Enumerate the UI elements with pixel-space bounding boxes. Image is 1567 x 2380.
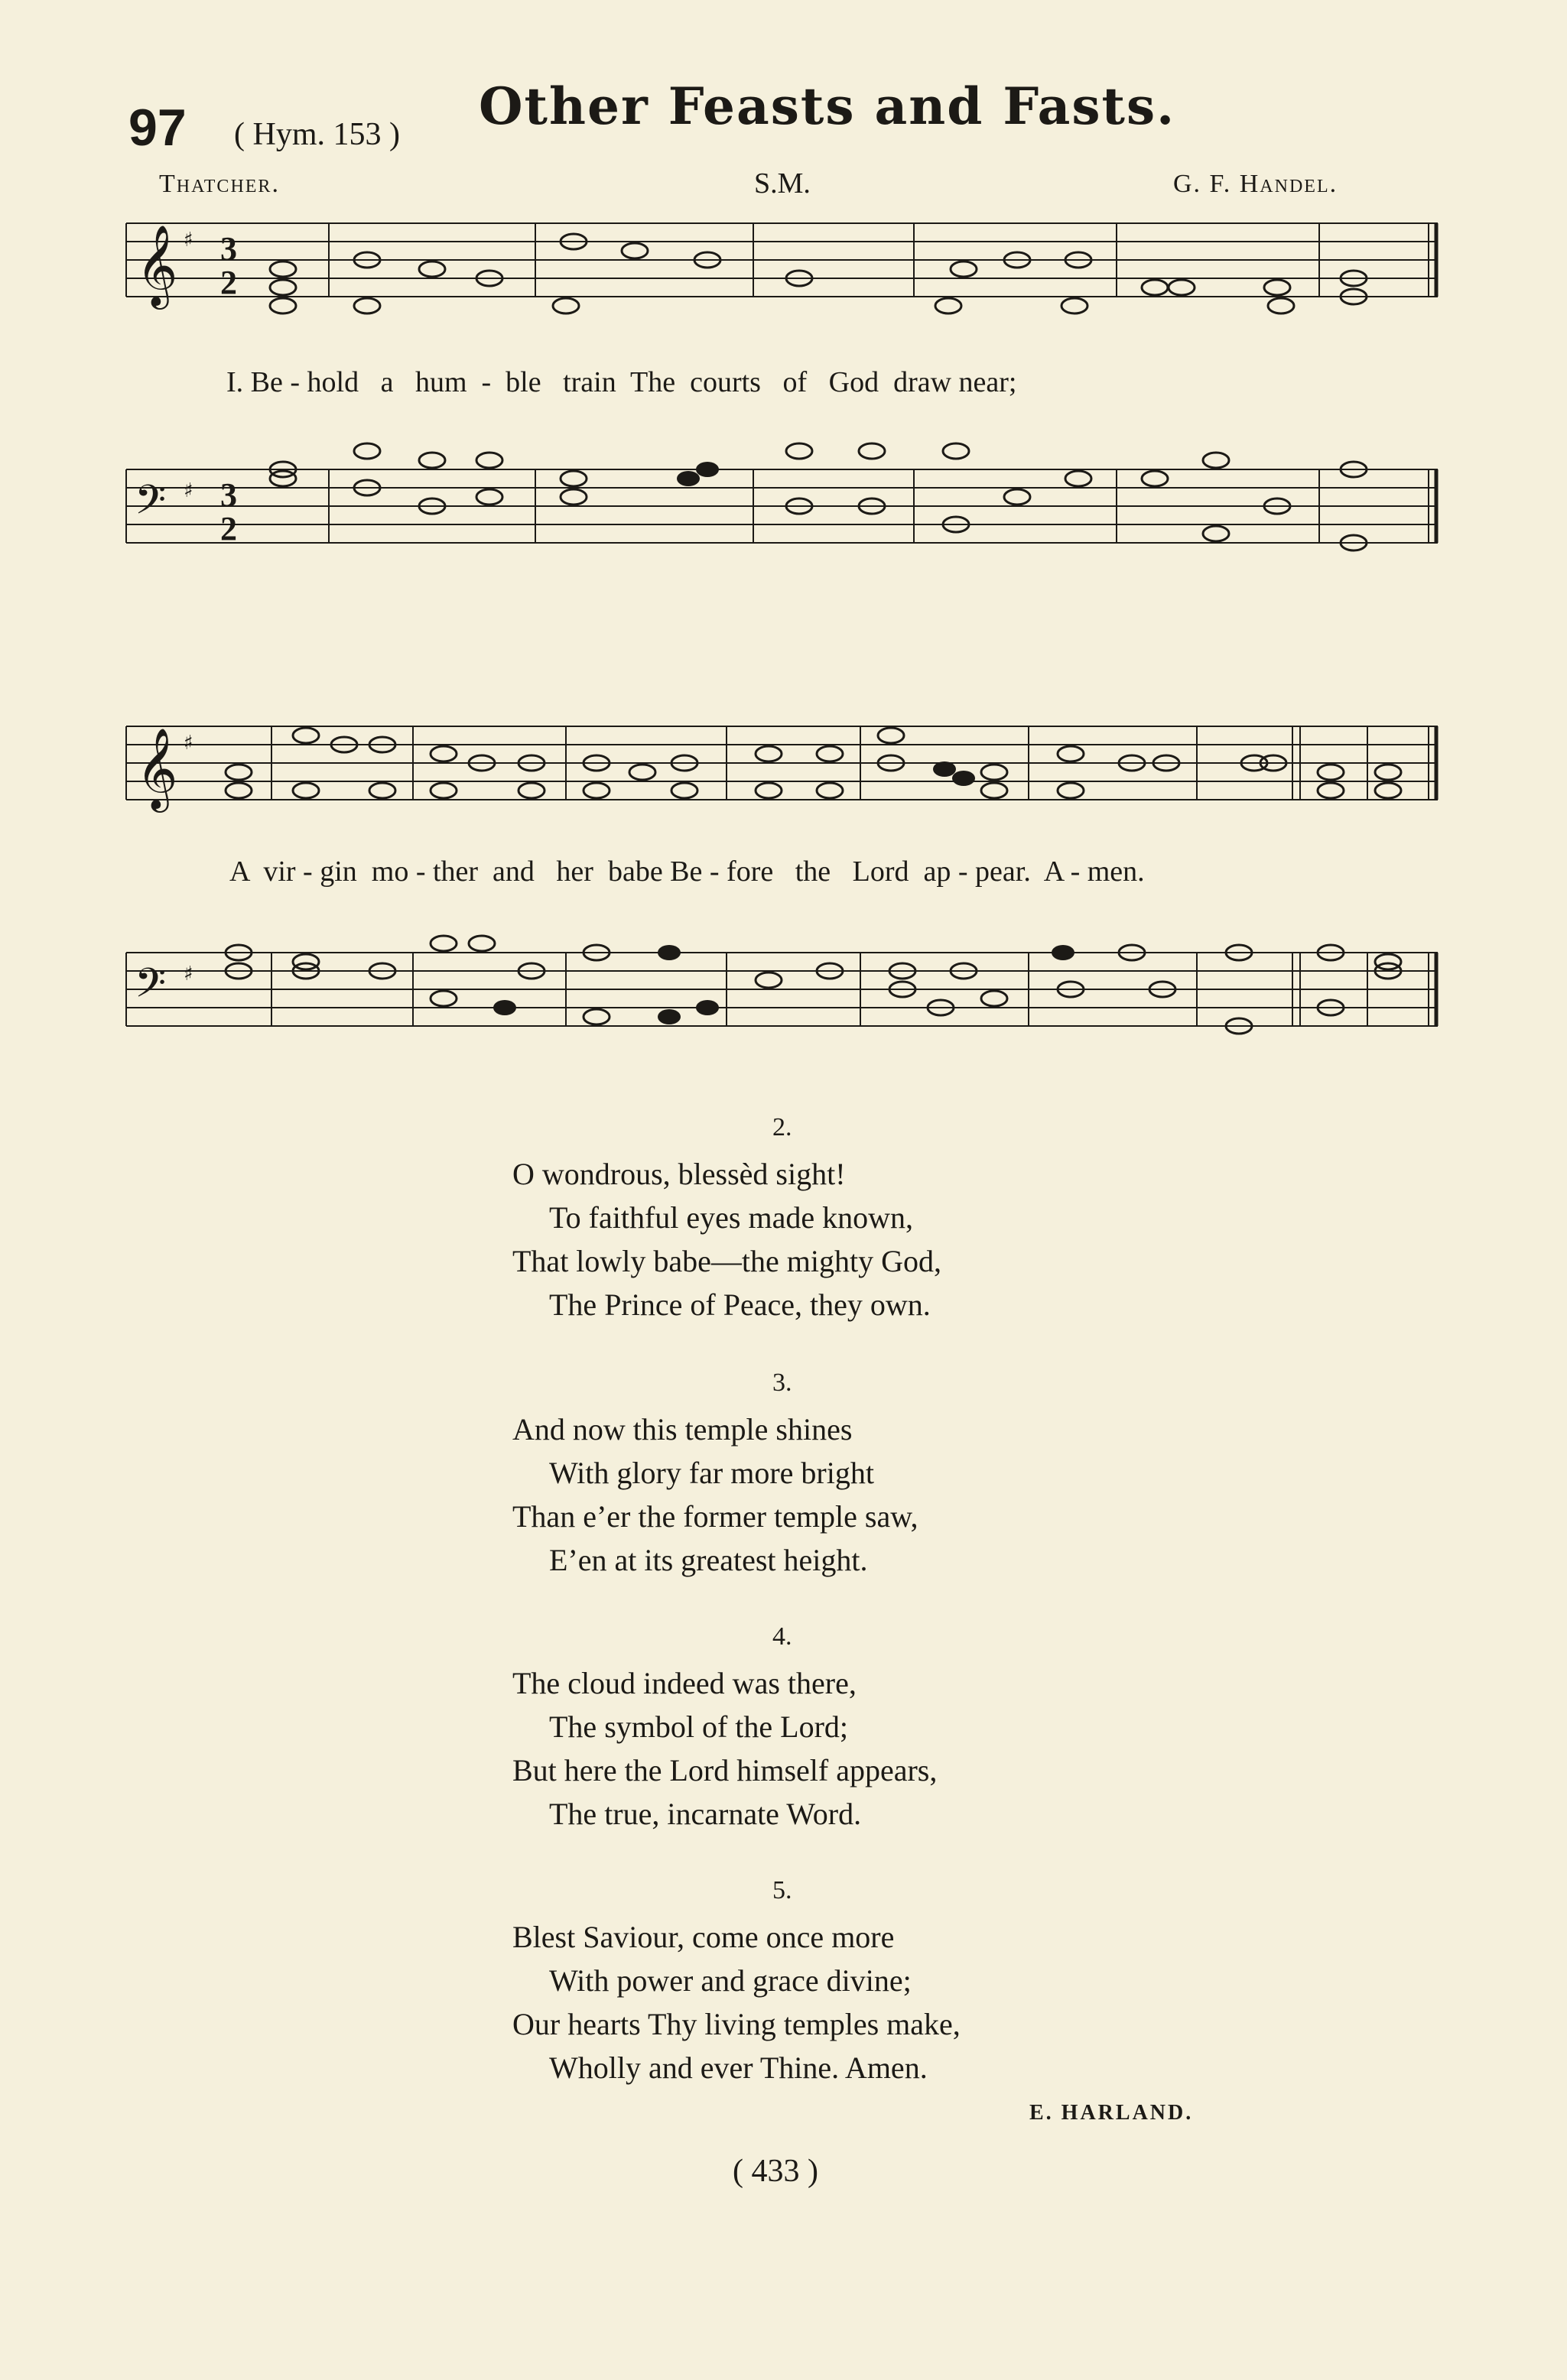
lyric-line-2: A vir - gin mo - ther and her babe Be - fore the Lord ap - pear. A - men. (229, 856, 1145, 888)
stanza-number: 5. (772, 1876, 792, 1904)
page-number: ( 433 ) (733, 2154, 818, 2189)
time-sig-bottom: 2 (220, 510, 237, 547)
section-title: Other Feasts and Fasts. (479, 76, 1176, 136)
stanza-number: 2. (772, 1113, 792, 1141)
staff-2-bass-notes (226, 936, 1401, 1034)
staff-1-notes (270, 234, 1367, 313)
stanza-number: 4. (772, 1622, 792, 1651)
filled-note (493, 1000, 516, 1015)
stanza-5-line-2: With power and grace divine; (549, 1963, 912, 1998)
filled-note (1052, 945, 1074, 960)
composer: G. F. Handel. (1173, 170, 1338, 198)
key-signature-sharp-icon: ♯ (184, 479, 193, 502)
stanza-3-line-3: Than e’er the former temple saw, (512, 1499, 918, 1534)
tune-name: Thatcher. (159, 170, 280, 198)
stanza-3-line-2: With glory far more bright (549, 1456, 874, 1490)
filled-note (696, 462, 719, 477)
stanza-3-line-1: And now this temple shines (512, 1412, 853, 1447)
treble-clef-icon: 𝄞 (136, 224, 178, 306)
hymn-reference: ( Hym. 153 ) (234, 117, 400, 152)
key-signature-sharp-icon: ♯ (184, 229, 193, 252)
filled-note (677, 471, 700, 486)
key-signature-sharp-icon: ♯ (184, 963, 193, 985)
time-sig-top: 3 (220, 476, 237, 514)
stanza-2-line-4: The Prince of Peace, they own. (549, 1287, 931, 1322)
stanza-5-line-3: Our hearts Thy living temples make, (512, 2007, 961, 2041)
filled-note (658, 1009, 681, 1024)
treble-clef-icon: 𝄞 (136, 727, 178, 809)
stanza-4-line-4: The true, incarnate Word. (549, 1797, 862, 1831)
stanza-number: 3. (772, 1369, 792, 1397)
staff-1-bass (126, 469, 1438, 543)
filled-note (952, 771, 975, 786)
filled-note (933, 761, 956, 777)
stanza-5-line-4: Wholly and ever Thine. Amen. (549, 2050, 928, 2085)
filled-note (696, 1000, 719, 1015)
lyric-line-1: I. Be - hold a hum - ble train The courts of God draw near; (226, 366, 1017, 398)
stanza-2-line-2: To faithful eyes made known, (549, 1200, 913, 1235)
meter: S.M. (754, 167, 811, 200)
bass-clef-icon: 𝄢 (135, 477, 167, 534)
stanza-3-line-4: E’en at its greatest height. (549, 1543, 868, 1577)
staff-2-bass (126, 953, 1438, 1026)
stanza-5-line-1: Blest Saviour, come once more (512, 1920, 895, 1954)
stanza-4-line-2: The symbol of the Lord; (549, 1710, 849, 1744)
stanza-2-line-3: That lowly babe—the mighty God, (512, 1244, 942, 1278)
time-sig-bottom: 2 (220, 264, 237, 301)
bass-clef-icon: 𝄢 (135, 960, 167, 1017)
author-attribution: E. HARLAND. (1029, 2101, 1194, 2125)
filled-note (658, 945, 681, 960)
staff-1-bass-notes (270, 443, 1367, 550)
key-signature-sharp-icon: ♯ (184, 732, 193, 755)
staff-1-treble (126, 223, 1438, 297)
hymn-number: 97 (128, 99, 187, 157)
stanza-4-line-1: The cloud indeed was there, (512, 1666, 857, 1700)
stanza-4-line-3: But here the Lord himself appears, (512, 1753, 938, 1787)
time-sig-top: 3 (220, 230, 237, 268)
stanza-2-line-1: O wondrous, blessèd sight! (512, 1157, 846, 1191)
